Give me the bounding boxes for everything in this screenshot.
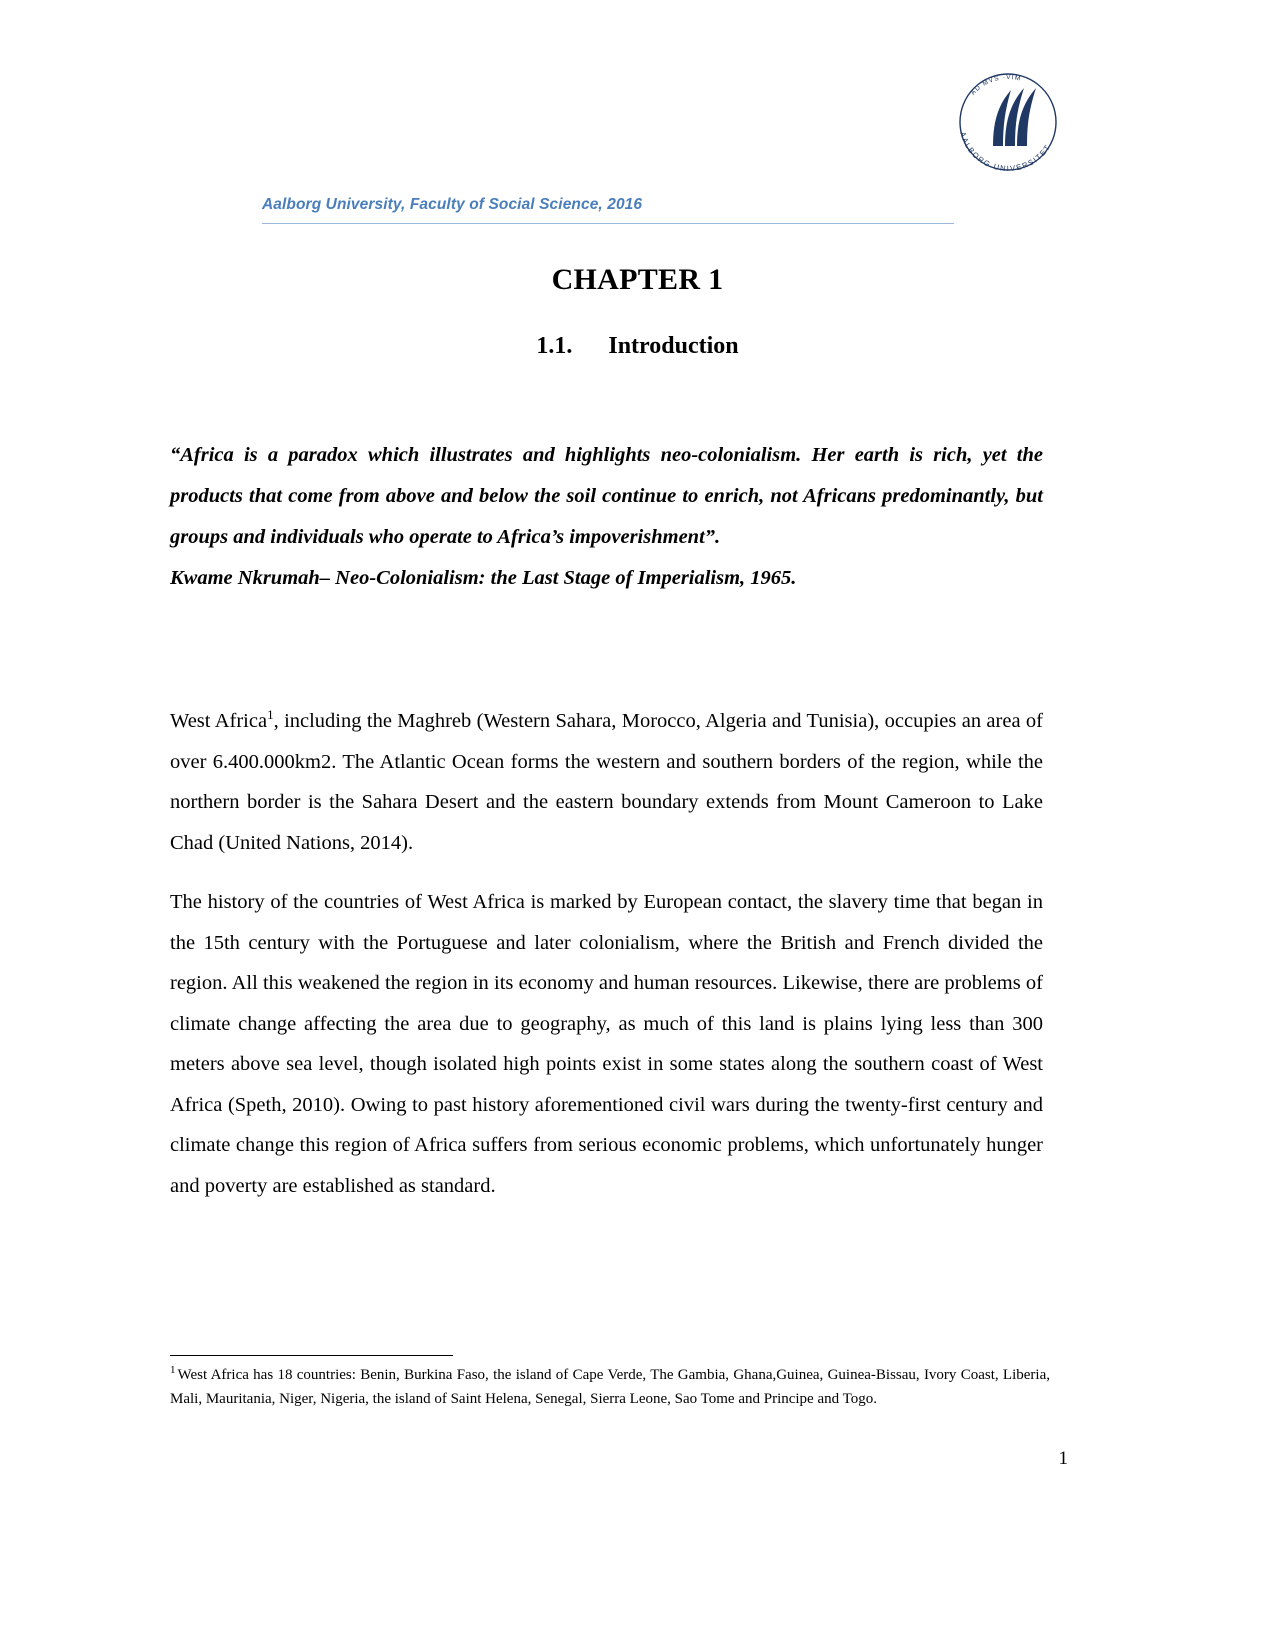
footnote — [170, 1363, 1050, 1411]
paragraph-1-rest: , including the Maghreb (Western Sahara, Morocco, Algeria and Tunisia), occupies an area of over 6.400.000km2. The Atlantic Ocean forms the western and southern borders of the region, while the northern border is the Sahara Desert and the eastern boundary extends from Mount Cameroon to Lake Chad (United Nations, 2014). — [170, 710, 1043, 854]
document-body — [170, 435, 1043, 1206]
aalborg-university-logo-icon — [949, 64, 1067, 176]
header-title: Aalborg University, Faculty of Social Science, 2016 — [262, 196, 643, 213]
paragraph-2: The history of the countries of West Africa is marked by European contact, the slavery time that began in the 15th century with the Portuguese and later colonialism, where the British and French divided the region. All this weakened the region in its economy and human resources. Likewise, there are problems of climate change affecting the area due to geography, as much of this land is plains lying less than 300 meters above sea level, though isolated high points exist in some states along the southern coast of West Africa (Speth, 2010). Owing to past history aforementioned civil wars during the twenty-first century and climate change this region of Africa suffers from serious economic problems, which unfortunately hunger and poverty are established as standard. — [170, 891, 1043, 1197]
header-divider — [262, 223, 954, 224]
quote-text: “Africa is a paradox which illustrates and highlights neo-colonialism. Her earth is rich, yet the products that come from above and below the soil continue to enrich, not Africans predominantly, but groups and individuals who operate to Africa’s impoverishment”. — [170, 444, 1043, 548]
section-number: 1.1. — [536, 333, 573, 359]
footnote-text: West Africa has 18 countries: Benin, Burkina Faso, the island of Cape Verde, The Gambia, Ghana,Guinea, Guinea-Bissau, Ivory Coast, Liberia, Mali, Mauritania, Niger, Nigeria, the island of Saint Helena, Senegal, Sierra Leone, Sao Tome and Principe and Togo. — [170, 1367, 1050, 1407]
footnote-number: 1 — [170, 1364, 176, 1376]
epigraph-quote — [170, 435, 1043, 599]
paragraph-1 — [170, 701, 1043, 863]
chapter-title: CHAPTER 1 — [551, 263, 724, 296]
svg-text:AALBORG UNIVERSITET: AALBORG UNIVERSITET — [958, 130, 1053, 174]
quote-attribution: Kwame Nkrumah– Neo-Colonialism: the Last Stage of Imperialism, 1965. — [170, 567, 797, 589]
svg-text:AD MVS ·VIM: AD MVS ·VIM — [969, 73, 1022, 97]
footnote-reference-marker: 1 — [267, 707, 274, 723]
section-title-text: Introduction — [608, 333, 739, 359]
page-number: 1 — [1058, 1448, 1068, 1469]
footnote-separator — [170, 1355, 453, 1356]
page-header — [262, 196, 954, 224]
paragraph-1-lead: West Africa — [170, 710, 268, 732]
section-heading — [0, 333, 1275, 360]
